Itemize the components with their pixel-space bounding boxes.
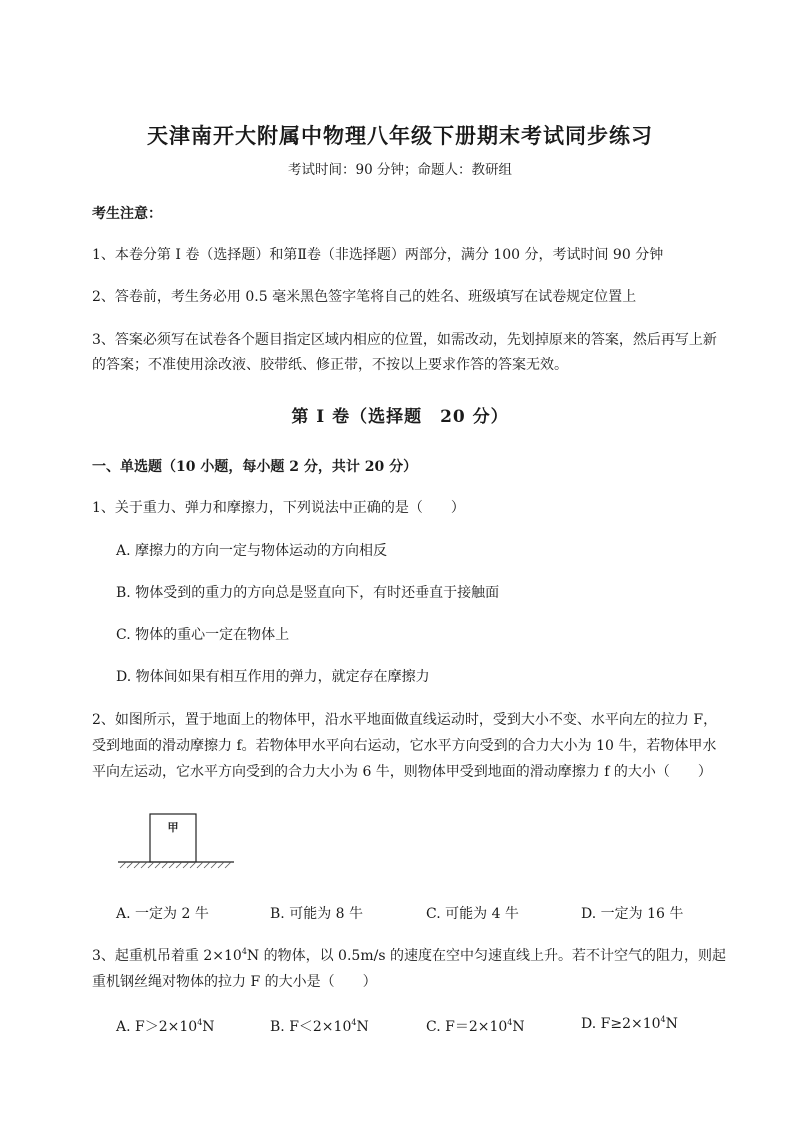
exam-info: 考试时间：90 分钟；命题人：教研组 [288,162,512,178]
part-heading: 一、单选题（10 小题，每小题 2 分，共计 20 分） [92,459,418,475]
question-3-line [92,945,726,965]
q1-option-c: C. 物体的重心一定在物体上 [116,627,290,643]
option-exponent: 4 [660,1015,666,1024]
note-item: 1、本卷分第 I 卷（选择题）和第Ⅱ卷（非选择题）两部分，满分 100 分，考试时间 90 分钟 [92,247,664,263]
option-text: D. F≥2×10 [581,1016,661,1032]
q3-option-d [581,1016,678,1032]
q2-option-a: A. 一定为 2 牛 [116,906,209,922]
option-exponent: 4 [507,1018,513,1027]
q3-exponent: 4 [241,947,247,956]
option-text: N [356,1019,369,1035]
question-2-line: 受到地面的滑动摩擦力 f。若物体甲水平向右运动，它水平方向受到的合力大小为 10 牛，若物体甲水 [92,738,717,754]
option-exponent: 4 [351,1018,357,1027]
q2-option-c: C. 可能为 4 牛 [426,906,519,922]
question-1-stem: 1、关于重力、弹力和摩擦力，下列说法中正确的是（ ） [92,500,465,516]
option-text: N [202,1019,215,1035]
q1-option-b: B. 物体受到的重力的方向总是竖直向下，有时还垂直于接触面 [116,585,500,601]
option-exponent: 4 [197,1018,203,1027]
block-label: 甲 [167,821,179,834]
q3-text: N 的物体，以 0.5m/s 的速度在空中匀速直线上升。若不计空气的阻力，则起 [246,948,726,964]
q3-option-a [116,1016,215,1036]
section-title: 第 I 卷（选择题 20 分） [291,407,509,427]
note-item: 3、答案必须写在试卷各个题目指定区域内相应的位置，如需改动，先划掉原来的答案，然后再写上新 [92,332,717,348]
q2-option-b: B. 可能为 8 牛 [270,906,363,922]
question-3-line: 重机钢丝绳对物体的拉力 F 的大小是（ ） [92,974,377,990]
note-item: 2、答卷前，考生务必用 0.5 毫米黑色签字笔将自己的姓名、班级填写在试卷规定位置上 [92,289,637,305]
notes-heading: 考生注意： [92,206,162,222]
option-text: B. F＜2×10 [270,1019,352,1035]
note-item: 的答案；不准使用涂改液、胶带纸、修正带，不按以上要求作答的答案无效。 [92,357,568,373]
question-2-line: 2、如图所示，置于地面上的物体甲，沿水平地面做直线运动时，受到大小不变、水平向左的拉力 F， [92,712,718,728]
q3-option-c [426,1016,525,1036]
option-text: A. F＞2×10 [116,1019,198,1035]
page-title: 天津南开大附属中物理八年级下册期末考试同步练习 [147,123,653,148]
block-on-ground-figure [112,808,242,870]
q3-option-b [270,1016,369,1036]
ground-hatching [120,862,231,868]
option-text: N [665,1016,678,1032]
q2-option-d: D. 一定为 16 牛 [581,906,684,922]
q3-text: 3、起重机吊着重 2×10 [92,948,242,964]
option-text: C. F＝2×10 [426,1019,508,1035]
question-2-line: 平向左运动，它水平方向受到的合力大小为 6 牛，则物体甲受到地面的滑动摩擦力 f 的大小（ ） [92,764,712,780]
q1-option-d: D. 物体间如果有相互作用的弹力，就定存在摩擦力 [116,669,430,685]
q1-option-a: A. 摩擦力的方向一定与物体运动的方向相反 [116,543,388,559]
option-text: N [512,1019,525,1035]
